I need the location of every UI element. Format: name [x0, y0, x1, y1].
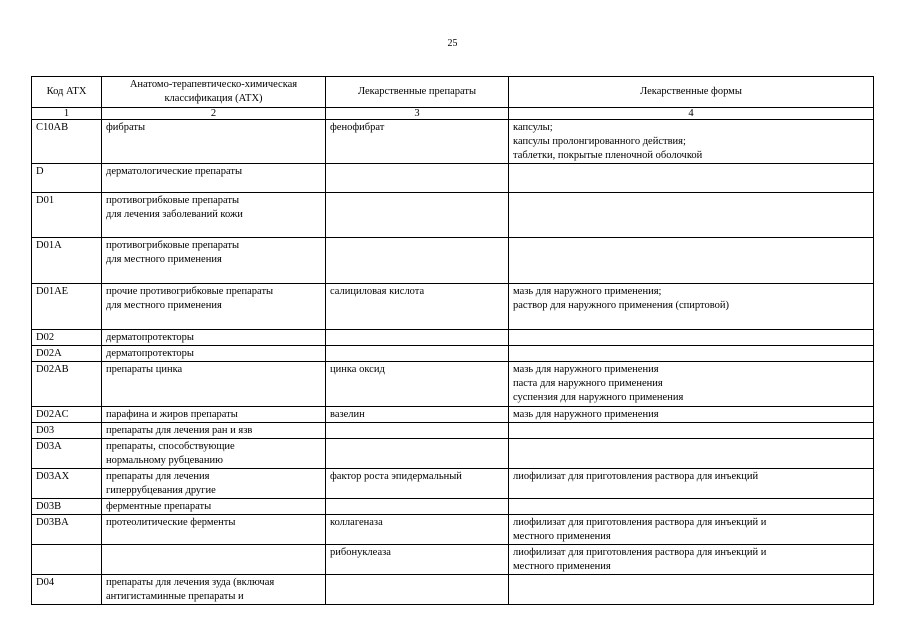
atx-classification: фибраты: [102, 120, 326, 164]
atx-code: D02AB: [32, 362, 102, 407]
atx-code: D03AX: [32, 469, 102, 499]
drug-name: [326, 575, 509, 605]
atx-code: D01AE: [32, 284, 102, 330]
dosage-forms: [509, 330, 874, 346]
table-row: [32, 545, 874, 575]
atx-classification: противогрибковые препараты для лечения заболеваний кожи: [102, 193, 326, 238]
atx-code: D02AC: [32, 407, 102, 423]
drug-name: коллагеназа: [326, 515, 509, 545]
header-forms: Лекарственные формы: [509, 77, 874, 108]
atx-classification: препараты цинка: [102, 362, 326, 407]
dosage-forms: [509, 238, 874, 284]
drug-name: вазелин: [326, 407, 509, 423]
table-row: [32, 330, 874, 346]
header-code: Код ATX: [32, 77, 102, 108]
atx-code: D01A: [32, 238, 102, 284]
atx-code: D01: [32, 193, 102, 238]
atx-classification: прочие противогрибковые препараты для местного применения: [102, 284, 326, 330]
atx-code: D03: [32, 423, 102, 439]
table-row: [32, 120, 874, 164]
drug-name: рибонуклеаза: [326, 545, 509, 575]
atx-table: [31, 76, 874, 605]
atx-classification: препараты для лечения ран и язв: [102, 423, 326, 439]
atx-code: D02: [32, 330, 102, 346]
table-row: [32, 407, 874, 423]
table-row: [32, 439, 874, 469]
header-drugs: Лекарственные препараты: [326, 77, 509, 108]
drug-name: [326, 238, 509, 284]
dosage-forms: лиофилизат для приготовления раствора для инъекций: [509, 469, 874, 499]
dosage-forms: капсулы; капсулы пролонгированного действия; таблетки, покрытые пленочной оболочкой: [509, 120, 874, 164]
atx-code: C10AB: [32, 120, 102, 164]
column-number: 2: [102, 108, 326, 120]
atx-classification: препараты для лечения зуда (включая антигистаминные препараты и: [102, 575, 326, 605]
table-row: [32, 469, 874, 499]
table-row: [32, 499, 874, 515]
table-row: [32, 362, 874, 407]
drug-name: [326, 423, 509, 439]
atx-classification: парафина и жиров препараты: [102, 407, 326, 423]
column-number: 1: [32, 108, 102, 120]
atx-code: D: [32, 164, 102, 193]
drug-name: цинка оксид: [326, 362, 509, 407]
dosage-forms: [509, 439, 874, 469]
dosage-forms: лиофилизат для приготовления раствора для инъекций и местного применения: [509, 545, 874, 575]
atx-classification: дерматопротекторы: [102, 346, 326, 362]
dosage-forms: [509, 575, 874, 605]
page-number: 25: [447, 38, 458, 49]
table-row: [32, 284, 874, 330]
atx-classification: дерматопротекторы: [102, 330, 326, 346]
table-row: [32, 515, 874, 545]
table-row: [32, 238, 874, 284]
column-number-row: [32, 108, 874, 120]
dosage-forms: [509, 193, 874, 238]
atx-code: D03B: [32, 499, 102, 515]
atx-classification: протеолитические ферменты: [102, 515, 326, 545]
atx-classification: противогрибковые препараты для местного применения: [102, 238, 326, 284]
table-row: [32, 193, 874, 238]
table-row: [32, 164, 874, 193]
atx-classification: дерматологические препараты: [102, 164, 326, 193]
drug-name: фактор роста эпидермальный: [326, 469, 509, 499]
atx-code: [32, 545, 102, 575]
atx-classification: препараты для лечения гиперрубцевания другие: [102, 469, 326, 499]
drug-name: [326, 499, 509, 515]
header-row: [32, 77, 874, 108]
atx-code: D02A: [32, 346, 102, 362]
dosage-forms: [509, 499, 874, 515]
table-row: [32, 423, 874, 439]
dosage-forms: мазь для наружного применения; раствор для наружного применения (спиртовой): [509, 284, 874, 330]
drug-name: [326, 164, 509, 193]
atx-code: D04: [32, 575, 102, 605]
atx-classification: [102, 545, 326, 575]
drug-name: фенофибрат: [326, 120, 509, 164]
dosage-forms: [509, 346, 874, 362]
atx-classification: препараты, способствующие нормальному рубцеванию: [102, 439, 326, 469]
column-number: 4: [509, 108, 874, 120]
drug-name: салициловая кислота: [326, 284, 509, 330]
drug-name: [326, 330, 509, 346]
header-atx: Анатомо-терапевтическо-химическая классификация (ATX): [102, 77, 326, 108]
table-row: [32, 575, 874, 605]
drug-name: [326, 439, 509, 469]
atx-code: D03A: [32, 439, 102, 469]
atx-classification: ферментные препараты: [102, 499, 326, 515]
drug-name: [326, 346, 509, 362]
atx-code: D03BA: [32, 515, 102, 545]
drug-name: [326, 193, 509, 238]
dosage-forms: мазь для наружного применения: [509, 407, 874, 423]
dosage-forms: лиофилизат для приготовления раствора для инъекций и местного применения: [509, 515, 874, 545]
dosage-forms: мазь для наружного применения паста для наружного применения суспензия для наружного применения: [509, 362, 874, 407]
column-number: 3: [326, 108, 509, 120]
dosage-forms: [509, 164, 874, 193]
table-row: [32, 346, 874, 362]
dosage-forms: [509, 423, 874, 439]
